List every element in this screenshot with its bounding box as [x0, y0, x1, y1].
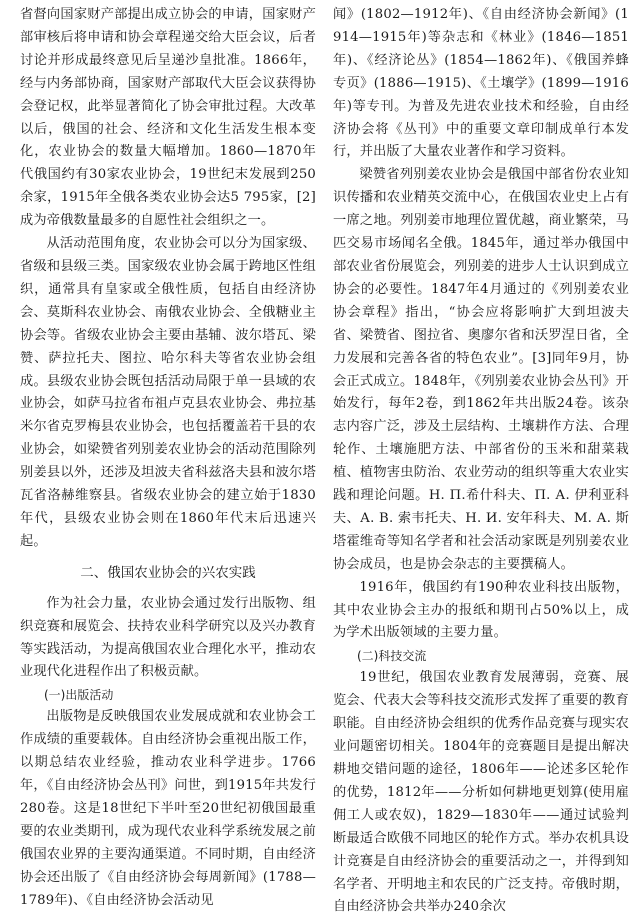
paragraph: 闻》(1802—1912年)、《自由经济协会新闻》(1914—1915年)等杂志和《林业》(1846—1851年)、《经济论丛》(1854—1862年)、《俄国养蜂专页》(1886—1915)、《土壤学》(1899—1916年)等专刊。为普及先进农业技术和经验，自由经济协会将《丛刊》中的重要文章印制成单行本发行，并出版了大量农业著作和学习资料。 [333, 7, 629, 160]
left-column [20, 4, 316, 913]
paragraph: 梁赞省列别姜农业协会是俄国中部省份农业知识传播和农业精英交流中心，在俄国农业史上占有一席之地。列别姜市地理位置优越，商业繁荣，马匹交易市场闻名全俄。1845年，通过举办俄国中部农业省份展览会，列别姜的进步人士认识到成立协会的必要性。1847年4月通过的《列别姜农业协会章程》指出，“协会应将影响扩大到坦波夫省、梁赞省、图拉省、奥廖尔省和沃罗涅日省，全力发展和完善各省的特色农业”。[3]同年9月，协会正式成立。1848年，《列别姜农业协会丛刊》开始发行，每年2卷，到1862年共出版24卷。该杂志内容广泛，涉及土层结构、土壤耕作方法、合理轮作、土壤施肥方法、中部省份的玉米和甜菜栽植、植物害虫防治、农业劳动的组织等重大农业实践和理论问题。Н. П.希什科夫、П. А. 伊利亚科夫、А. В. 索韦托夫、Н. И. 安年科夫、М. А. 斯塔霍维奇等知名学者和社会活动家既是列别姜农业协会成员，也是协会杂志的主要撰稿人。 [333, 167, 629, 572]
section-heading: 二、俄国农业协会的兴农实践 [80, 564, 256, 581]
right-column [333, 4, 629, 919]
subsection-heading: (二)科技交流 [357, 649, 427, 664]
paragraph: 作为社会力量，农业协会通过发行出版物、组织竞赛和展览会、扶持农业科学研究以及兴办教育等实践活动，为提高俄国农业合理化水平，推动农业现代化进程作出了积极贡献。 [20, 595, 316, 680]
paragraph: 省督向国家财产部提出成立协会的申请，国家财产部审核后将申请和协会章程递交给大臣会议，后者讨论并形成最终意见后呈递沙皇批准。1866年，经与内务部协商，国家财产部取代大臣会议获得协会登记权，此举显著简化了协会审批过程。大改革以后，俄国的社会、经济和文化生活发生根本变化，农业协会的数量大幅增加。1860—1870年代俄国约有30家农业协会，19世纪末发展到250余家，1915年全俄各类农业协会达5 795家，[2]成为帝俄数量最多的自愿性社会组织之一。 [20, 7, 316, 229]
paragraph: 从活动范围角度，农业协会可以分为国家级、省级和县级三类。国家级农业协会属于跨地区性组织，通常具有皇家或全俄性质，包括自由经济协会、莫斯科农业协会、南俄农业协会、全俄糖业主协会等。省级农业协会主要由基辅、波尔塔瓦、梁赞、萨拉托夫、图拉、哈尔科夫等省农业协会组成。县级农业协会既包括活动局限于单一县域的农业协会，如萨马拉省布祖卢克县农业协会、弗拉基米尔省克罗梅县农业协会，也包括覆盖若干县的农业协会，如梁赞省列别姜农业协会的活动范围除列别姜县以外，还涉及坦波夫省科兹洛夫县和波尔塔瓦省洛赫维察县。省级农业协会的建立始于1830年代，县级农业协会则在1860年代末后迅速兴起。 [20, 236, 316, 549]
paragraph: 1916年，俄国约有190种农业科技出版物，其中农业协会主办的报纸和期刊占50%以上，成为学术出版领域的主要力量。 [333, 579, 629, 641]
paragraph: 出版物是反映俄国农业发展成就和农业协会工作成绩的重要载体。自由经济协会重视出版工作，以期总结农业经验，推动农业科学进步。1766年，《自由经济协会丛刊》问世，到1915年共发行280卷。这是18世纪下半叶至20世纪初俄国最重要的农业类期刊，成为现代农业科学系统发展之前俄国农业界的主要沟通渠道。不同时期，自由经济协会还出版了《自由经济协会每周新闻》(1788—1789年)、《自由经济协会活动见 [20, 709, 316, 908]
paragraph: 19世纪，俄国农业教育发展薄弱，竞赛、展览会、代表大会等科技交流形式发挥了重要的教育职能。自由经济协会组织的优秀作品竞赛与现实农业问题密切相关。1804年的竞赛题目是提出解决耕地交错问题的途径，1806年——论述多区轮作的优势，1812年——分析如何耕地更划算(使用雇佣工人或农奴)，1829—1830年——通过试验判断最适合欧俄不同地区的轮作方式。举办农机具设计竞赛是自由经济协会的重要活动之一，并得到知名学者、开明地主和农民的广泛支持。帝俄时期，自由经济协会共举办240余次 [333, 670, 629, 915]
subsection-heading: (一)出版活动 [44, 688, 114, 703]
